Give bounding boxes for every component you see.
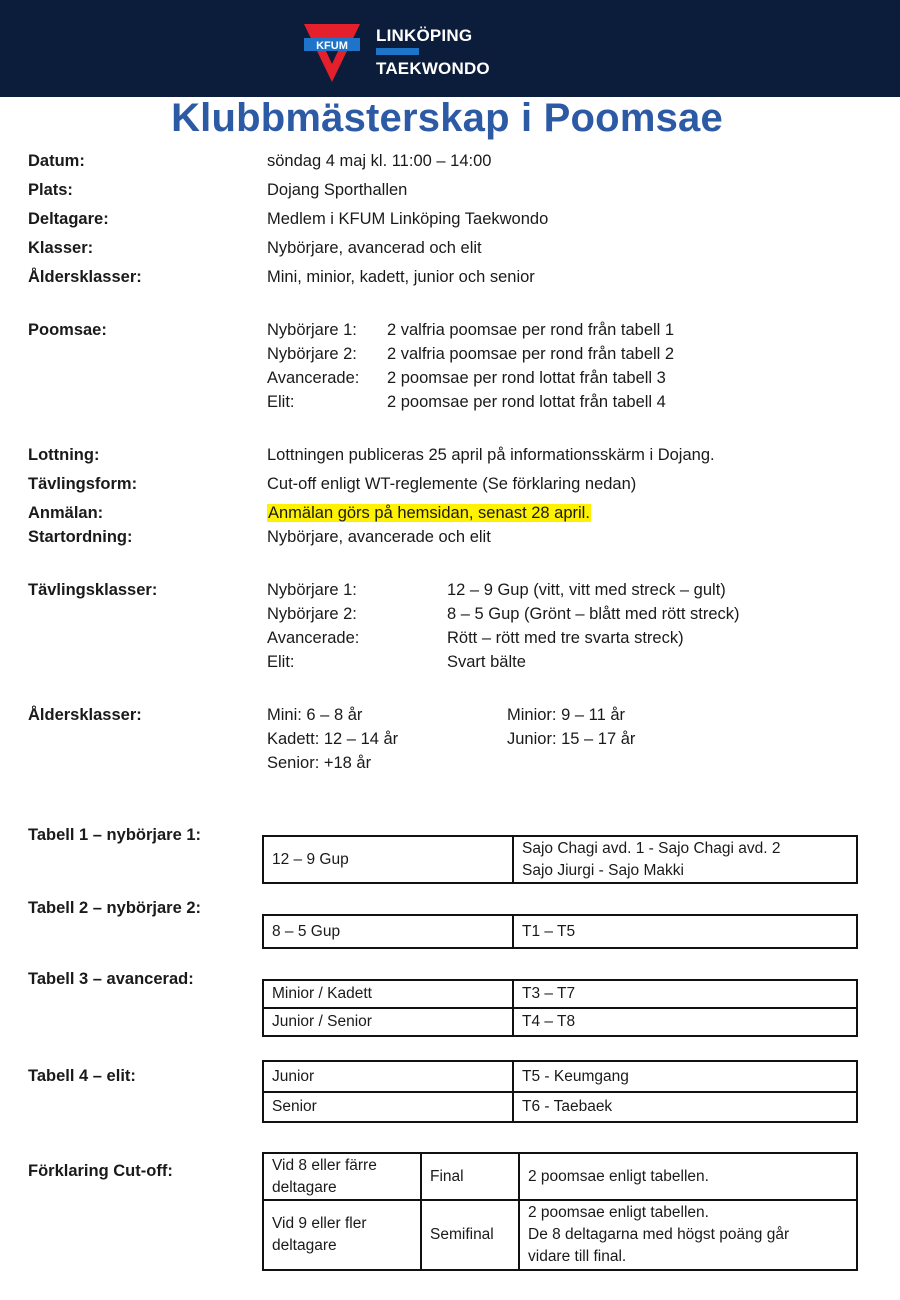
tabell2-table	[262, 914, 858, 949]
tabell2-label: Tabell 2 – nybörjare 2:	[28, 899, 202, 917]
poomsae-class: Elit:	[267, 393, 295, 411]
logo-divider	[376, 48, 419, 55]
tabell4-table	[262, 1060, 858, 1123]
tabell1-table	[262, 835, 858, 884]
poomsae-desc: 2 valfria poomsae per rond från tabell 2	[387, 345, 675, 363]
table-row	[263, 1092, 857, 1122]
cutoff-table	[262, 1152, 858, 1271]
table-cell: Semifinal	[421, 1200, 519, 1270]
age-kadett: Kadett: 12 – 14 år	[267, 730, 399, 748]
table-cell: 2 poomsae enligt tabellen.	[519, 1153, 857, 1200]
cell-line: 2 poomsae enligt tabellen.	[528, 1204, 709, 1221]
poomsae-desc: 2 poomsae per rond lottat från tabell 4	[387, 393, 666, 411]
cell-line: deltagare	[272, 1178, 337, 1196]
lottning-value: Lottningen publiceras 25 april på informationsskärm i Dojang.	[267, 446, 715, 464]
table-cell: T4 – T8	[513, 1008, 857, 1036]
cutoff-label: Förklaring Cut-off:	[28, 1162, 173, 1180]
tavlingsklass-class: Avancerade:	[267, 629, 360, 647]
age-junior: Junior: 15 – 17 år	[507, 730, 636, 748]
poomsae-desc: 2 valfria poomsae per rond från tabell 1	[387, 321, 675, 339]
tavlingsklass-desc: 8 – 5 Gup (Grönt – blått med rött streck)	[447, 605, 740, 623]
logo-line-1: LINKÖPING	[376, 26, 473, 45]
poomsae-label: Poomsae:	[28, 321, 107, 339]
datum-label: Datum:	[28, 152, 85, 170]
cell-line: Sajo Chagi avd. 1 - Sajo Chagi avd. 2	[522, 839, 781, 857]
klasser-value: Nybörjare, avancerad och elit	[267, 239, 482, 257]
table-row	[263, 1061, 857, 1092]
aldersklasser-value: Mini, minior, kadett, junior och senior	[267, 268, 535, 286]
datum-value: söndag 4 maj kl. 11:00 – 14:00	[267, 152, 492, 170]
table-cell	[513, 836, 857, 883]
poomsae-class: Avancerade:	[267, 369, 360, 387]
deltagare-label: Deltagare:	[28, 210, 109, 228]
page-title: Klubbmästerskap i Poomsae	[171, 96, 723, 140]
plats-value: Dojang Sporthallen	[267, 181, 408, 199]
table-cell	[519, 1200, 857, 1270]
table-cell	[263, 1200, 421, 1270]
tavlingsklass-desc: Rött – rött med tre svarta streck)	[447, 629, 684, 647]
deltagare-value: Medlem i KFUM Linköping Taekwondo	[267, 210, 549, 228]
table-row	[263, 1153, 857, 1200]
table-row	[263, 915, 857, 948]
table-cell: Final	[421, 1153, 519, 1200]
table-row	[263, 980, 857, 1008]
cell-line: vidare till final.	[528, 1248, 627, 1265]
tavlingsklass-desc: Svart bälte	[447, 653, 526, 671]
aldersklasser-label: Åldersklasser:	[28, 268, 142, 286]
age-mini: Mini: 6 – 8 år	[267, 706, 363, 724]
tabell3-table	[262, 979, 858, 1037]
table-row	[263, 1008, 857, 1036]
poomsae-desc: 2 poomsae per rond lottat från tabell 3	[387, 369, 666, 387]
lottning-label: Lottning:	[28, 446, 100, 464]
tabell3-label: Tabell 3 – avancerad:	[28, 970, 194, 988]
table-cell: Senior	[263, 1092, 513, 1122]
cell-line: Sajo Jiurgi - Sajo Makki	[522, 861, 684, 879]
klasser-label: Klasser:	[28, 239, 94, 257]
cell-line: De 8 deltagarna med högst poäng går	[528, 1226, 790, 1243]
table-row	[263, 836, 857, 883]
table-cell	[263, 1153, 421, 1200]
tavlingsform-label: Tävlingsform:	[28, 475, 138, 493]
table-cell: T1 – T5	[513, 915, 857, 948]
age-minior: Minior: 9 – 11 år	[507, 706, 625, 724]
cell-line: Vid 9 eller fler	[272, 1215, 367, 1232]
anmalan-label: Anmälan:	[28, 504, 104, 522]
tabell1-label: Tabell 1 – nybörjare 1:	[28, 826, 202, 844]
table-row	[263, 1200, 857, 1270]
poomsae-class: Nybörjare 2:	[267, 345, 357, 363]
tavlingsklasser-label: Tävlingsklasser:	[28, 581, 158, 599]
aldersklasser-detail-label: Åldersklasser:	[28, 706, 142, 724]
cell-line: deltagare	[272, 1237, 337, 1254]
startordning-value: Nybörjare, avancerade och elit	[267, 528, 491, 546]
tavlingsklass-desc: 12 – 9 Gup (vitt, vitt med streck – gult)	[447, 581, 726, 599]
startordning-label: Startordning:	[28, 528, 133, 546]
tavlingsklass-class: Nybörjare 1:	[267, 581, 357, 599]
logo-line-2: TAEKWONDO	[376, 59, 490, 78]
logo-badge-text: KFUM	[316, 40, 348, 52]
table-cell: T6 - Taebaek	[513, 1092, 857, 1122]
age-senior: Senior: +18 år	[267, 754, 372, 772]
table-cell: Minior / Kadett	[263, 980, 513, 1008]
tavlingsklass-class: Nybörjare 2:	[267, 605, 357, 623]
anmalan-value-highlight: Anmälan görs på hemsidan, senast 28 april.	[268, 504, 590, 522]
table-cell: 8 – 5 Gup	[263, 915, 513, 948]
plats-label: Plats:	[28, 181, 73, 199]
cell-line: Vid 8 eller färre	[272, 1156, 377, 1174]
table-cell: Junior	[263, 1061, 513, 1092]
table-cell: T3 – T7	[513, 980, 857, 1008]
tavlingsform-value: Cut-off enligt WT-reglemente (Se förklaring nedan)	[267, 475, 637, 493]
tavlingsklass-class: Elit:	[267, 653, 295, 671]
tabell4-label: Tabell 4 – elit:	[28, 1067, 136, 1085]
table-cell: T5 - Keumgang	[513, 1061, 857, 1092]
table-cell: 12 – 9 Gup	[263, 836, 513, 883]
table-cell: Junior / Senior	[263, 1008, 513, 1036]
poomsae-class: Nybörjare 1:	[267, 321, 357, 339]
